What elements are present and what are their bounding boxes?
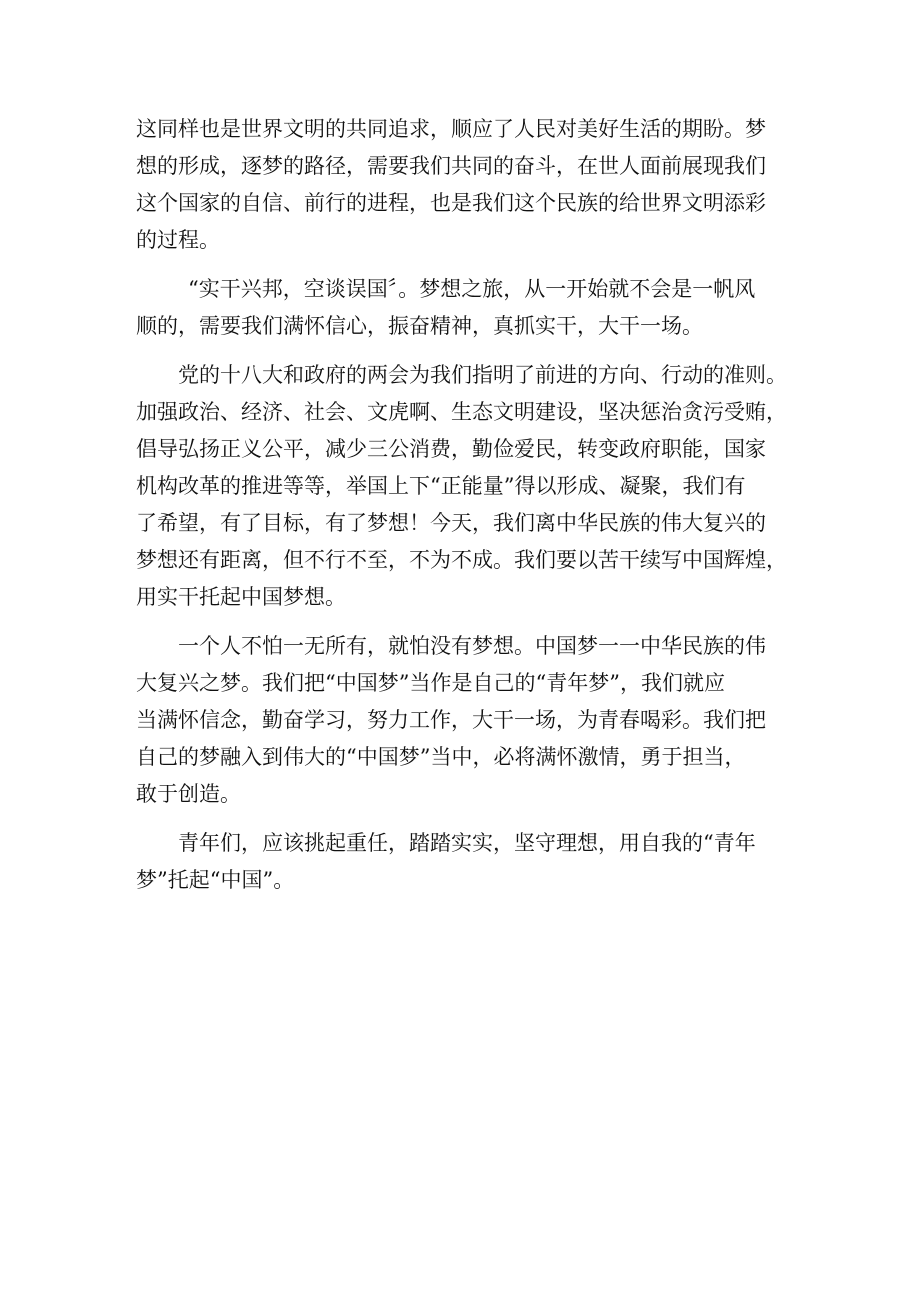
paragraph-3 xyxy=(136,357,816,616)
text-line: 党的十八大和政府的两会为我们指明了前进的方向、行动的准则。 xyxy=(178,363,787,387)
text-line: “实干兴邦，空谈误国〞。梦想之旅，从一开始就不会是一帆风 xyxy=(188,277,756,301)
text-line: 想的形成，逐梦的路径，需要我们共同的奋斗，在世人面前展现我们 xyxy=(136,154,766,178)
text-line: 机构改革的推进等等，举国上下“正能量”得以形成、凝聚，我们有 xyxy=(136,474,746,498)
paragraph-gap xyxy=(136,813,816,825)
text-line: 用实干托起中国梦想。 xyxy=(136,585,346,609)
text-line: 了希望，有了目标，有了梦想！今天，我们离中华民族的伟大复兴的 xyxy=(136,511,766,535)
paragraph-4 xyxy=(136,628,816,813)
text-line: 加强政治、经济、社会、文虎啊、生态文明建设，坚决惩治贪污受贿， xyxy=(136,400,787,424)
text-line: 顺的，需要我们满怀信心，振奋精神，真抓实干，大干一场。 xyxy=(136,314,703,338)
text-line: 的过程。 xyxy=(136,228,220,252)
paragraph-1 xyxy=(136,111,816,259)
text-line: 这个国家的自信、前行的进程，也是我们这个民族的给世界文明添彩 xyxy=(136,191,766,215)
text-line: 自己的梦融入到伟大的“中国梦”当中，必将满怀激情，勇于担当， xyxy=(136,745,746,769)
paragraph-gap xyxy=(136,259,816,271)
text-line: 一个人不怕一无所有，就怕没有梦想。中国梦一一中华民族的伟 xyxy=(178,634,766,658)
paragraph-2 xyxy=(136,271,816,345)
text-line: 梦”托起“中国”。 xyxy=(136,868,295,892)
text-line: 梦想还有距离，但不行不至，不为不成。我们要以苦干续写中国辉煌， xyxy=(136,548,787,572)
paragraph-gap xyxy=(136,345,816,357)
text-line: 倡导弘扬正义公平，减少三公消费，勤俭爱民，转变政府职能，国家 xyxy=(136,437,766,461)
paragraph-gap xyxy=(136,616,816,628)
text-line: 敢于创造。 xyxy=(136,782,241,806)
paragraph-5 xyxy=(136,825,816,899)
text-line: 大复兴之梦。我们把“中国梦”当作是自己的“青年梦”，我们就应 xyxy=(136,671,725,695)
document-body xyxy=(136,111,816,899)
text-line: 这同样也是世界文明的共同追求，顺应了人民对美好生活的期盼。梦 xyxy=(136,117,766,141)
text-line: 当满怀信念，勤奋学习，努力工作，大干一场，为青春喝彩。我们把 xyxy=(136,708,766,732)
text-line: 青年们，应该挑起重任，踏踏实实，坚守理想，用自我的“青年 xyxy=(178,831,756,855)
